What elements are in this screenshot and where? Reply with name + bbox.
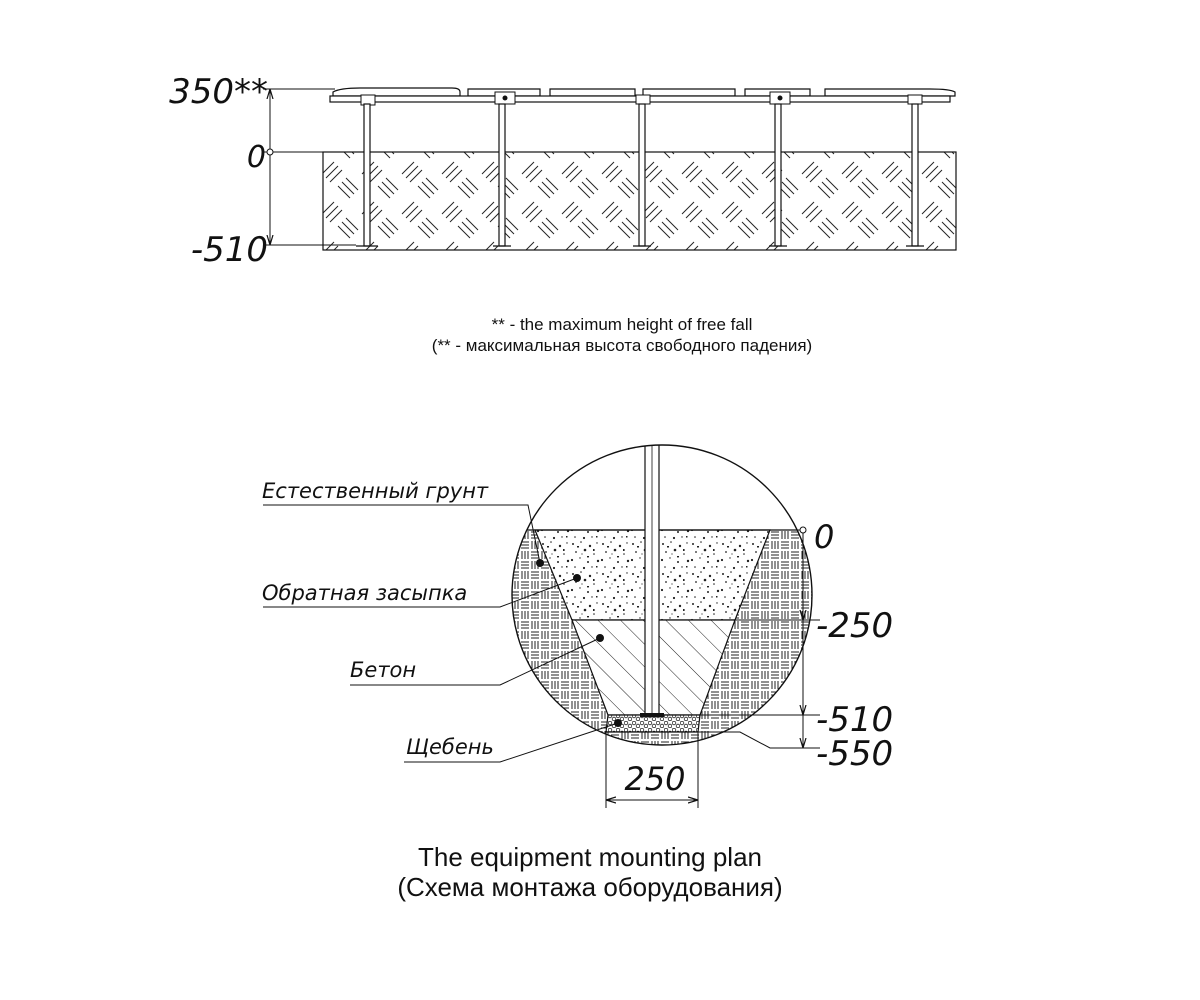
width-dimension-label: 250 — [624, 760, 686, 798]
label-natural-soil: Естественный грунт — [262, 479, 489, 503]
detail-level-minus-550: -550 — [816, 734, 894, 774]
level-ground-label: 0 — [246, 140, 266, 175]
detail-zero-marker — [800, 527, 806, 533]
free-fall-note-ru: (** - максимальная высота свободного падения) — [431, 336, 813, 355]
level-bottom-label: -510 — [190, 230, 268, 270]
detail-level-zero: 0 — [814, 518, 835, 556]
free-fall-note-en: ** - the maximum height of free fall — [491, 315, 753, 334]
zero-level-marker — [267, 149, 273, 155]
level-top-label: 350** — [169, 72, 268, 112]
label-backfill: Обратная засыпка — [262, 581, 468, 605]
caption-en: The equipment mounting plan — [417, 842, 763, 872]
label-gravel: Щебень — [406, 735, 494, 759]
foundation-detail — [262, 440, 893, 808]
detail-level-minus-510: -510 — [816, 700, 894, 740]
detail-level-minus-250: -250 — [816, 606, 894, 646]
label-concrete: Бетон — [350, 658, 417, 682]
elevation-view — [169, 72, 956, 270]
caption-ru: (Схема монтажа оборудования) — [397, 872, 783, 902]
